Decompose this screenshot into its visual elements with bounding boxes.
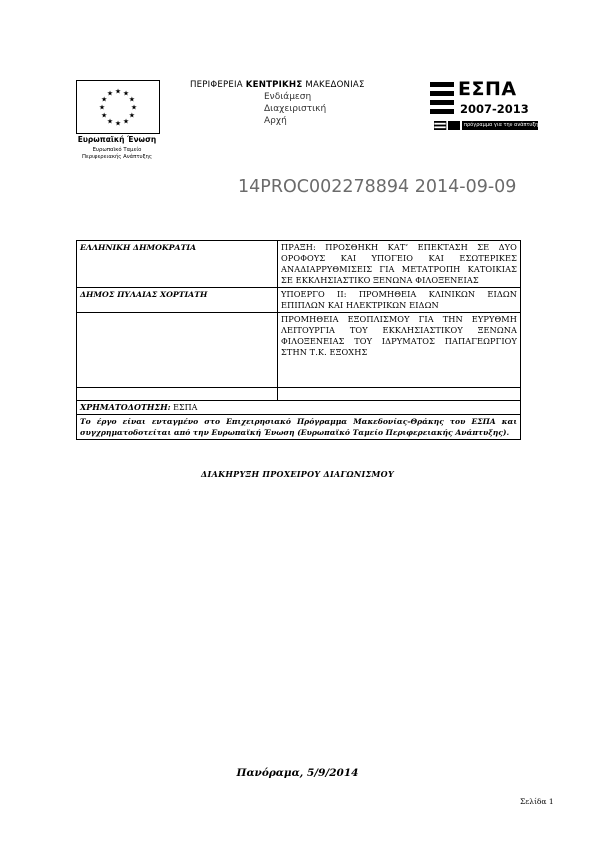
eu-star-icon: ★ xyxy=(122,89,130,98)
funding-note: Το έργο είναι ενταγμένο στο Επιχειρησιακό Πρόγραμμα Μακεδονίας-Θράκης του ΕΣΠΑ και συγχρηματοδοτείται από την Ευρωπαϊκή Ένωση (Ευρωπαϊκό Ταμείο Περιφερειακής Ανάπτυξης). xyxy=(80,417,517,437)
eu-logo xyxy=(72,80,162,166)
eu-subcaption-line2: Περιφερειακής Ανάπτυξης xyxy=(81,153,153,160)
eu-star-icon: ★ xyxy=(106,89,114,98)
eu-subcaption-line1: Ευρωπαϊκό Ταμείο xyxy=(92,147,142,153)
table-row-note xyxy=(76,415,521,440)
document-title: ΔΙΑΚΗΡΥΞΗ ΠΡΟΧΕΙΡΟΥ ΔΙΑΓΩΝΙΣΜΟΥ xyxy=(201,469,394,479)
eu-star-icon: ★ xyxy=(114,119,122,128)
table-cell-municipality: ΔΗΜΟΣ ΠΥΛΑΙΑΣ ΧΟΡΤΙΑΤΗ xyxy=(77,288,278,312)
eu-star-icon: ★ xyxy=(128,95,135,104)
region-suffix: ΜΑΚΕΔΟΝΙΑΣ xyxy=(305,80,365,90)
page-number: Σελίδα 1 xyxy=(520,797,554,806)
table-row xyxy=(76,288,521,313)
place-date: Πανόραμα, 5/9/2014 xyxy=(236,767,359,779)
eu-flag-icon xyxy=(76,80,160,134)
eu-logo-subcaption xyxy=(72,147,162,160)
table-cell-subproject: ΥΠΟΕΡΓΟ ΙΙ: ΠΡΟΜΗΘΕΙΑ ΚΛΙΝΙΚΩΝ ΕΙΔΩΝ ΕΠΙΠΛΩΝ ΚΑΙ ΗΛΕΚΤΡΙΚΩΝ ΕΙΔΩΝ xyxy=(281,289,517,310)
espa-stripes-icon xyxy=(430,80,456,116)
eu-star-icon: ★ xyxy=(106,117,114,126)
table-cell-empty xyxy=(77,313,278,387)
table-cell-procurement: ΠΡΟΜΗΘΕΙΑ ΕΞΟΠΛΙΣΜΟΥ ΓΙΑ ΤΗΝ ΕΥΡΥΘΜΗ ΛΕΙΤΟΥΡΓΙΑ ΤΟΥ ΕΚΚΛΗΣΙΑΣΤΙΚΟΥ ΞΕΝΩΝΑ ΦΙΛΟΞΕΝΕΙΑΣ ΤΟΥ ΙΔΡΥΜΑΤΟΣ ΠΑΠΑΓΕΩΡΓΙΟΥ ΣΤΗΝ Τ.Κ. ΕΞΟΧΗΣ xyxy=(281,314,517,357)
finance-value: ΕΣΠΑ xyxy=(173,403,198,412)
region-logo-line3: Διαχειριστική xyxy=(264,104,327,114)
region-bold: ΚΕΝΤΡΙΚΗΣ xyxy=(245,80,303,90)
eu-star-icon: ★ xyxy=(98,103,106,112)
eu-star-icon: ★ xyxy=(130,103,138,112)
eu-star-icon: ★ xyxy=(114,87,122,96)
espa-tagline: πρόγραμμα για την ανάπτυξη xyxy=(464,122,539,128)
espa-title: ΕΣΠΑ xyxy=(458,78,517,100)
table-cell-authority: ΕΛΛΗΝΙΚΗ ΔΗΜΟΚΡΑΤΙΑ xyxy=(77,241,278,287)
eu-star-icon: ★ xyxy=(101,111,108,120)
project-table xyxy=(76,240,521,440)
table-cell-spacer-right xyxy=(278,388,520,400)
table-row-spacer xyxy=(76,388,521,401)
eu-logo-caption: Ευρωπαϊκή Ένωση xyxy=(77,135,157,144)
eu-star-icon: ★ xyxy=(128,111,135,120)
eu-star-icon: ★ xyxy=(122,117,130,126)
region-logo-line2: Ενδιάμεση xyxy=(264,92,312,102)
region-prefix: ΠΕΡΙΦΕΡΕΙΑ xyxy=(190,80,243,90)
table-cell-project: ΠΡΑΞΗ: ΠΡΟΣΘΗΚΗ ΚΑΤ’ ΕΠΕΚΤΑΣΗ ΣΕ ΔΥΟ ΟΡΟΦΟΥΣ ΚΑΙ ΥΠΟΓΕΙΟ ΚΑΙ ΕΣΩΤΕΡΙΚΕΣ ΑΝΑΔΙΑΡΡΥΘΜΙΣΕΙΣ ΓΙΑ ΜΕΤΑΤΡΟΠΗ ΚΑΤΟΙΚΙΑΣ ΣΕ ΕΚΚΛΗΣΙΑΣΤΙΚΟ ΞΕΝΩΝΑ ΦΙΛΟΞΕΝΕΙΑΣ xyxy=(281,242,517,285)
table-cell-spacer-left xyxy=(77,388,278,400)
finance-label: ΧΡΗΜΑΤΟΔΟΤΗΣΗ: xyxy=(80,402,171,412)
region-logo-line4: Αρχή xyxy=(264,116,287,126)
table-row-finance xyxy=(76,401,521,415)
table-row xyxy=(76,240,521,288)
table-cell-finance xyxy=(77,401,520,414)
eu-star-icon: ★ xyxy=(101,95,108,104)
espa-logo xyxy=(430,78,538,136)
region-logo xyxy=(190,80,420,134)
table-row xyxy=(76,313,521,388)
document-code: 14PROC002278894 2014-09-09 xyxy=(238,177,517,197)
espa-years: 2007-2013 xyxy=(460,102,529,116)
region-logo-title xyxy=(190,80,365,90)
